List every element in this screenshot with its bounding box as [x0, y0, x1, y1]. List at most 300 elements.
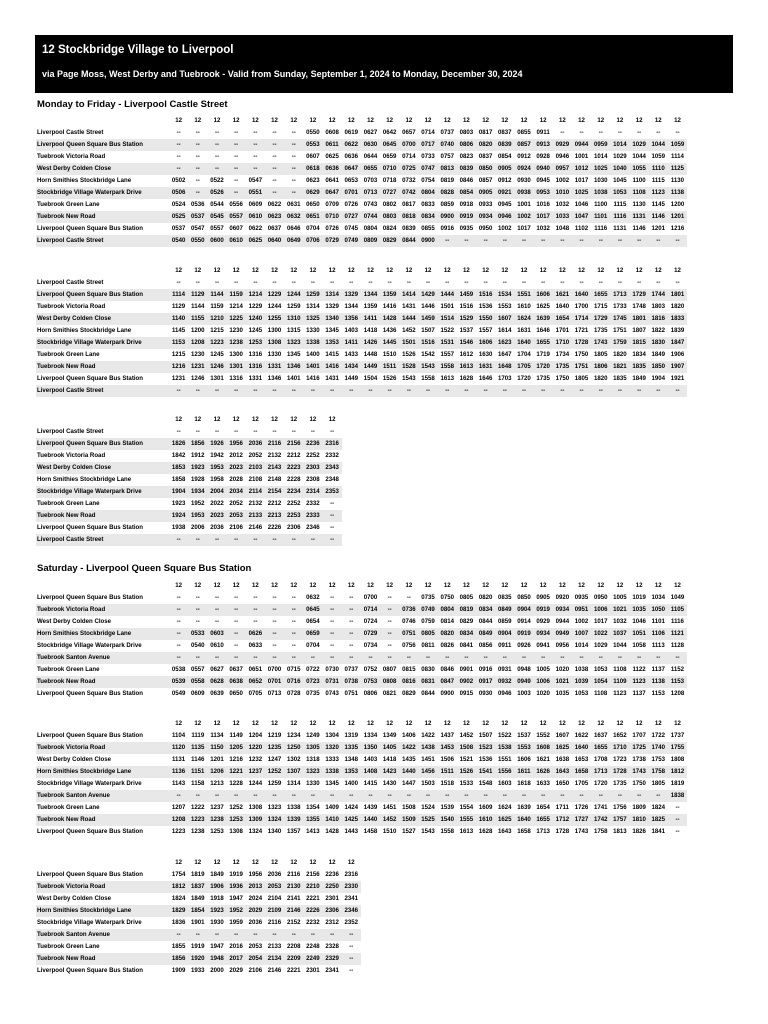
departure-time: 1152	[670, 666, 685, 673]
route-number: 12	[443, 582, 451, 589]
departure-time: 1214	[246, 289, 265, 301]
departure-time: 1451	[421, 756, 435, 763]
departure-time: 1534	[495, 289, 514, 301]
departure-time: 1853	[169, 462, 188, 474]
stop-name: Liverpool Queen Square Bus Station	[37, 967, 143, 974]
departure-time: 1238	[207, 814, 226, 826]
route-number: 12	[386, 117, 394, 124]
departure-time: 1614	[498, 327, 512, 334]
departure-time: --	[272, 129, 277, 136]
departure-time: --	[330, 618, 335, 625]
departure-time: 0553	[303, 139, 322, 151]
table-row	[36, 766, 687, 778]
departure-time: 1516	[476, 289, 495, 301]
departure-time: 1705	[574, 780, 589, 787]
departure-time: 1815	[630, 337, 649, 349]
departure-time: 2106	[248, 967, 263, 974]
table-row	[36, 462, 342, 474]
departure-time: 1449	[361, 361, 380, 373]
departure-time: 1638	[555, 756, 570, 763]
departure-time: 0729	[361, 628, 380, 640]
departure-time: --	[342, 790, 361, 802]
departure-time: 0949	[514, 676, 533, 688]
departure-time: 0830	[421, 666, 435, 673]
departure-time: --	[368, 279, 373, 286]
departure-time: 1758	[649, 766, 668, 778]
departure-time: 0610	[246, 211, 265, 223]
departure-time: 0945	[536, 177, 550, 184]
stop-name: Tuebrook Victoria Road	[37, 303, 106, 310]
table-row	[36, 742, 687, 754]
departure-time: 1801	[668, 289, 687, 301]
table-row	[36, 790, 687, 802]
departure-time: 1206	[207, 766, 226, 778]
departure-time: 1116	[594, 225, 608, 232]
departure-time: 1440	[399, 766, 418, 778]
table-row	[36, 730, 687, 742]
route-number: 12	[290, 267, 298, 274]
departure-time: --	[227, 534, 246, 546]
departure-time: 1907	[668, 361, 687, 373]
route-number: 12	[367, 582, 374, 589]
departure-time: --	[265, 929, 284, 941]
departure-time: --	[234, 279, 239, 286]
departure-time: 1543	[402, 375, 416, 382]
stop-name: Horn Smithies Stockbridge Lane	[37, 327, 132, 334]
route-number: 12	[597, 720, 605, 727]
departure-time: 0807	[382, 666, 397, 673]
departure-time: 1238	[191, 828, 205, 835]
departure-time: 1923	[171, 500, 186, 507]
departure-time: 1037	[610, 628, 629, 640]
departure-time: 1131	[613, 225, 627, 232]
route-number: 12	[309, 720, 317, 727]
departure-time: 1809	[632, 804, 646, 811]
departure-time: 1405	[380, 742, 399, 754]
route-number: 12	[424, 582, 432, 589]
departure-time: --	[272, 279, 277, 286]
departure-time: 0929	[536, 618, 550, 625]
departure-time: 1400	[344, 780, 359, 787]
route-number: 12	[616, 267, 624, 274]
departure-time: 1556	[495, 766, 514, 778]
departure-time: 1356	[342, 313, 361, 325]
departure-time: 0902	[457, 676, 476, 688]
departure-time: 0619	[344, 129, 359, 136]
departure-time: 1727	[572, 814, 591, 826]
departure-time: 1123	[630, 676, 649, 688]
departure-time: 1952	[191, 500, 205, 507]
departure-time: 1414	[399, 289, 418, 301]
departure-time: --	[342, 652, 361, 664]
departure-time: --	[380, 652, 399, 664]
departure-time: 1331	[248, 375, 263, 382]
departure-time: 1359	[380, 289, 399, 301]
departure-time: --	[188, 652, 207, 664]
departure-time: 1123	[613, 690, 627, 697]
route-number: 12	[654, 117, 662, 124]
departure-time: 2006	[191, 524, 205, 531]
departure-time: --	[534, 652, 553, 664]
departure-time: --	[572, 790, 591, 802]
route-number: 12	[232, 117, 240, 124]
departure-time: 1621	[553, 289, 572, 301]
departure-time: --	[169, 139, 188, 151]
departure-time: 1403	[344, 327, 359, 334]
departure-time: 0905	[476, 187, 495, 199]
departure-time: 1926	[207, 438, 226, 450]
route-number: 12	[213, 267, 221, 274]
departure-time: 2353	[323, 486, 342, 498]
departure-time: 0646	[286, 225, 301, 232]
departure-time: --	[265, 790, 284, 802]
departure-time: 1334	[363, 732, 378, 739]
departure-time: 0859	[440, 201, 454, 208]
departure-time: 2212	[286, 452, 301, 459]
departure-time: 1447	[402, 780, 416, 787]
departure-time: --	[265, 604, 284, 616]
departure-time: 1516	[418, 337, 437, 349]
departure-time: 0557	[210, 225, 224, 232]
departure-time: 1451	[382, 804, 397, 811]
departure-time: 0655	[361, 163, 380, 175]
departure-time: 1904	[169, 486, 188, 498]
departure-time: 0700	[399, 139, 418, 151]
departure-time: 0920	[555, 594, 570, 601]
departure-time: 0502	[171, 177, 186, 184]
table-row	[36, 510, 342, 522]
departure-time: 1315	[286, 327, 301, 334]
departure-time: 0951	[572, 604, 591, 616]
departure-time: 0540	[191, 642, 205, 649]
departure-time: 2312	[325, 919, 339, 926]
departure-time: 0829	[402, 690, 416, 697]
departure-time: 0912	[498, 177, 512, 184]
departure-time: 0950	[478, 225, 493, 232]
route-number: 12	[520, 720, 528, 727]
route-number: 12	[271, 416, 278, 423]
departure-time: 0828	[438, 187, 457, 199]
departure-time: 1737	[670, 732, 685, 739]
table-row	[36, 175, 687, 187]
departure-time: --	[272, 618, 277, 625]
departure-time: 1849	[632, 375, 646, 382]
departure-time: 0946	[498, 690, 512, 697]
departure-time: 1403	[363, 756, 378, 763]
departure-time: 0522	[210, 177, 224, 184]
departure-time: --	[195, 618, 200, 625]
departure-time: 2052	[248, 452, 263, 459]
route-number: 12	[443, 117, 451, 124]
departure-time: 1044	[649, 139, 668, 151]
departure-time: --	[291, 594, 296, 601]
departure-time: 0700	[267, 666, 282, 673]
departure-time: 1625	[536, 303, 550, 310]
departure-time: 1314	[306, 303, 320, 310]
route-number: 12	[271, 720, 278, 727]
departure-time: 2143	[265, 462, 284, 474]
departure-time: 1022	[591, 628, 610, 640]
table-row	[36, 640, 687, 652]
departure-time: 1921	[670, 375, 685, 382]
departure-time: 0623	[306, 177, 320, 184]
departure-time: 1710	[610, 742, 629, 754]
route-number: 12	[213, 859, 221, 866]
departure-time: 1002	[574, 618, 589, 625]
departure-time: --	[675, 279, 680, 286]
table-row	[36, 628, 687, 640]
departure-time: 1849	[651, 351, 666, 358]
departure-time: 1101	[591, 211, 610, 223]
departure-time: 0746	[402, 618, 416, 625]
departure-time: --	[265, 163, 284, 175]
departure-time: 1146	[632, 225, 646, 232]
table-row	[36, 616, 687, 628]
departure-time: 1220	[246, 742, 265, 754]
departure-time: 1611	[514, 766, 533, 778]
departure-time: 2221	[286, 967, 301, 974]
departure-time: 1229	[248, 303, 263, 310]
departure-time: 0806	[363, 690, 378, 697]
departure-time: 1131	[630, 211, 649, 223]
route-number: 12	[635, 720, 643, 727]
departure-time: 1856	[188, 438, 207, 450]
departure-time: 0716	[284, 676, 303, 688]
departure-time: 0823	[459, 153, 474, 160]
departure-time: 1121	[668, 628, 687, 640]
departure-time: 1301	[210, 375, 224, 382]
departure-time: 1350	[361, 742, 380, 754]
departure-time: 1033	[553, 211, 572, 223]
departure-time: 2332	[306, 500, 320, 507]
departure-time: 1017	[517, 225, 531, 232]
departure-time: 1507	[478, 732, 493, 739]
route-number: 12	[232, 267, 240, 274]
departure-time: 0924	[514, 163, 533, 175]
departure-time: --	[272, 177, 277, 184]
departure-time: 1235	[265, 742, 284, 754]
departure-time: 1204	[248, 732, 263, 739]
departure-time: --	[610, 235, 629, 247]
departure-time: 0654	[306, 618, 320, 625]
departure-time: 0754	[421, 177, 435, 184]
departure-time: 0725	[399, 163, 418, 175]
departure-time: 1623	[495, 337, 514, 349]
departure-time: 1119	[191, 732, 205, 739]
stop-name: Liverpool Queen Square Bus Station	[36, 289, 169, 301]
departure-time: --	[284, 628, 303, 640]
departure-time: 0704	[306, 642, 320, 649]
departure-time: 1459	[418, 313, 437, 325]
departure-time: 1339	[284, 814, 303, 826]
departure-time: 1551	[498, 756, 512, 763]
departure-time: 0846	[459, 177, 474, 184]
departure-time: 2253	[284, 510, 303, 522]
departure-time: 0651	[248, 666, 263, 673]
route-number: 12	[232, 720, 240, 727]
table-row	[36, 917, 361, 929]
departure-time: 1246	[207, 361, 226, 373]
departure-time: 0539	[169, 676, 188, 688]
departure-time: 1704	[517, 351, 531, 358]
departure-time: 1625	[553, 742, 572, 754]
departure-time: --	[303, 929, 322, 941]
departure-time: 1705	[514, 361, 533, 373]
departure-time: --	[560, 129, 565, 136]
departure-time: 1230	[229, 327, 243, 334]
departure-time: 1007	[572, 628, 591, 640]
stop-name: Stockbridge Village Waterpark Drive	[37, 919, 142, 926]
departure-time: 1452	[380, 814, 399, 826]
departure-time: 0759	[421, 618, 435, 625]
departure-time: 1558	[438, 361, 457, 373]
departure-time: --	[323, 510, 342, 522]
departure-time: 1230	[191, 351, 205, 358]
departure-time: 1837	[188, 881, 207, 893]
departure-time: 1003	[517, 690, 531, 697]
departure-time: 0911	[498, 642, 512, 649]
departure-time: --	[457, 790, 476, 802]
departure-time: --	[234, 428, 239, 435]
departure-time: 1523	[476, 742, 495, 754]
departure-time: --	[207, 385, 226, 397]
departure-time: 2024	[248, 895, 263, 902]
departure-time: --	[438, 235, 457, 247]
departure-time: --	[675, 828, 680, 835]
departure-time: 0730	[325, 666, 339, 673]
departure-time: 0752	[363, 666, 378, 673]
departure-time: 2213	[265, 510, 284, 522]
departure-time: 1742	[591, 814, 610, 826]
departure-time: 0850	[476, 163, 495, 175]
departure-time: 1511	[380, 361, 399, 373]
departure-time: 1456	[418, 766, 437, 778]
departure-time: 1250	[284, 742, 303, 754]
departure-time: 1318	[306, 756, 320, 763]
departure-time: --	[349, 279, 354, 286]
departure-time: 1504	[363, 375, 378, 382]
departure-time: 2036	[210, 524, 224, 531]
departure-time: 0855	[517, 129, 531, 136]
departure-time: 1014	[574, 642, 589, 649]
departure-time: 1720	[534, 361, 553, 373]
departure-time: 1136	[169, 766, 188, 778]
departure-time: 1509	[399, 814, 418, 826]
departure-time: --	[514, 235, 533, 247]
departure-time: 0722	[306, 666, 320, 673]
departure-time: 1422	[399, 742, 418, 754]
route-number: 12	[654, 267, 662, 274]
departure-time: 1047	[572, 211, 591, 223]
route-number: 12	[501, 720, 509, 727]
stop-name: Liverpool Castle Street	[36, 534, 169, 546]
departure-time: --	[380, 628, 399, 640]
departure-time: 1531	[438, 337, 457, 349]
departure-time: 1938	[171, 524, 186, 531]
route-number: 12	[194, 582, 202, 589]
departure-time: 0950	[593, 594, 608, 601]
departure-time: 1750	[632, 780, 646, 787]
departure-time: 1550	[476, 313, 495, 325]
departure-time: 1751	[572, 361, 591, 373]
departure-time: 0728	[286, 690, 301, 697]
departure-time: --	[495, 385, 514, 397]
departure-time: 1216	[229, 756, 243, 763]
table-row	[36, 139, 687, 151]
departure-time: 1729	[591, 313, 610, 325]
departure-time: 0900	[438, 211, 457, 223]
departure-time: --	[541, 279, 546, 286]
departure-time: --	[560, 279, 565, 286]
departure-time: 1340	[323, 313, 342, 325]
departure-time: 2152	[286, 919, 301, 926]
departure-time: 1425	[342, 814, 361, 826]
departure-time: 1640	[572, 742, 591, 754]
departure-time: 1252	[229, 804, 243, 811]
departure-time: 0705	[248, 690, 263, 697]
departure-time: 1305	[303, 742, 322, 754]
departure-time: 1820	[613, 351, 627, 358]
departure-time: 2132	[267, 452, 282, 459]
departure-time: 0717	[418, 139, 437, 151]
departure-time: 1529	[457, 313, 476, 325]
departure-time: 1655	[534, 337, 553, 349]
departure-time: 2330	[342, 881, 361, 893]
departure-time: --	[553, 385, 572, 397]
departure-time: 1952	[227, 905, 246, 917]
departure-time: 1543	[421, 828, 435, 835]
route-number: 12	[539, 267, 547, 274]
departure-time: 1059	[651, 153, 666, 160]
departure-time: 1713	[536, 828, 550, 835]
departure-time: 1750	[574, 351, 589, 358]
departure-time: 0547	[248, 177, 263, 184]
departure-time: 1607	[555, 732, 570, 739]
departure-time: 1120	[169, 742, 188, 754]
departure-time: 1116	[610, 211, 629, 223]
route-number: 12	[290, 582, 298, 589]
departure-time: 2306	[323, 905, 342, 917]
departure-time: 1144	[207, 289, 226, 301]
departure-time: 1308	[229, 828, 243, 835]
departure-time: --	[188, 139, 207, 151]
departure-time: 2343	[323, 462, 342, 474]
departure-time: 0953	[534, 187, 553, 199]
table-row	[36, 438, 342, 450]
departure-time: 1110	[649, 163, 668, 175]
departure-time: 0931	[498, 666, 512, 673]
stop-name: Tuebrook Victoria Road	[36, 604, 169, 616]
departure-time: --	[272, 594, 277, 601]
route-number: 12	[290, 416, 298, 423]
departure-time: --	[169, 628, 188, 640]
departure-time: 1359	[363, 303, 378, 310]
departure-time: --	[246, 652, 265, 664]
departure-time: 1001	[517, 201, 531, 208]
departure-time: 1002	[514, 211, 533, 223]
departure-time: 1522	[498, 732, 512, 739]
route-number: 12	[674, 117, 681, 124]
departure-time: 0538	[171, 666, 186, 673]
departure-time: 1201	[668, 211, 687, 223]
stop-name: Tuebrook New Road	[36, 953, 169, 965]
departure-time: 1510	[382, 351, 397, 358]
departure-time: 2156	[306, 871, 320, 878]
departure-time: 1640	[572, 289, 591, 301]
departure-time: 1536	[478, 303, 493, 310]
departure-time: 1720	[517, 375, 531, 382]
departure-time: 1247	[267, 756, 282, 763]
